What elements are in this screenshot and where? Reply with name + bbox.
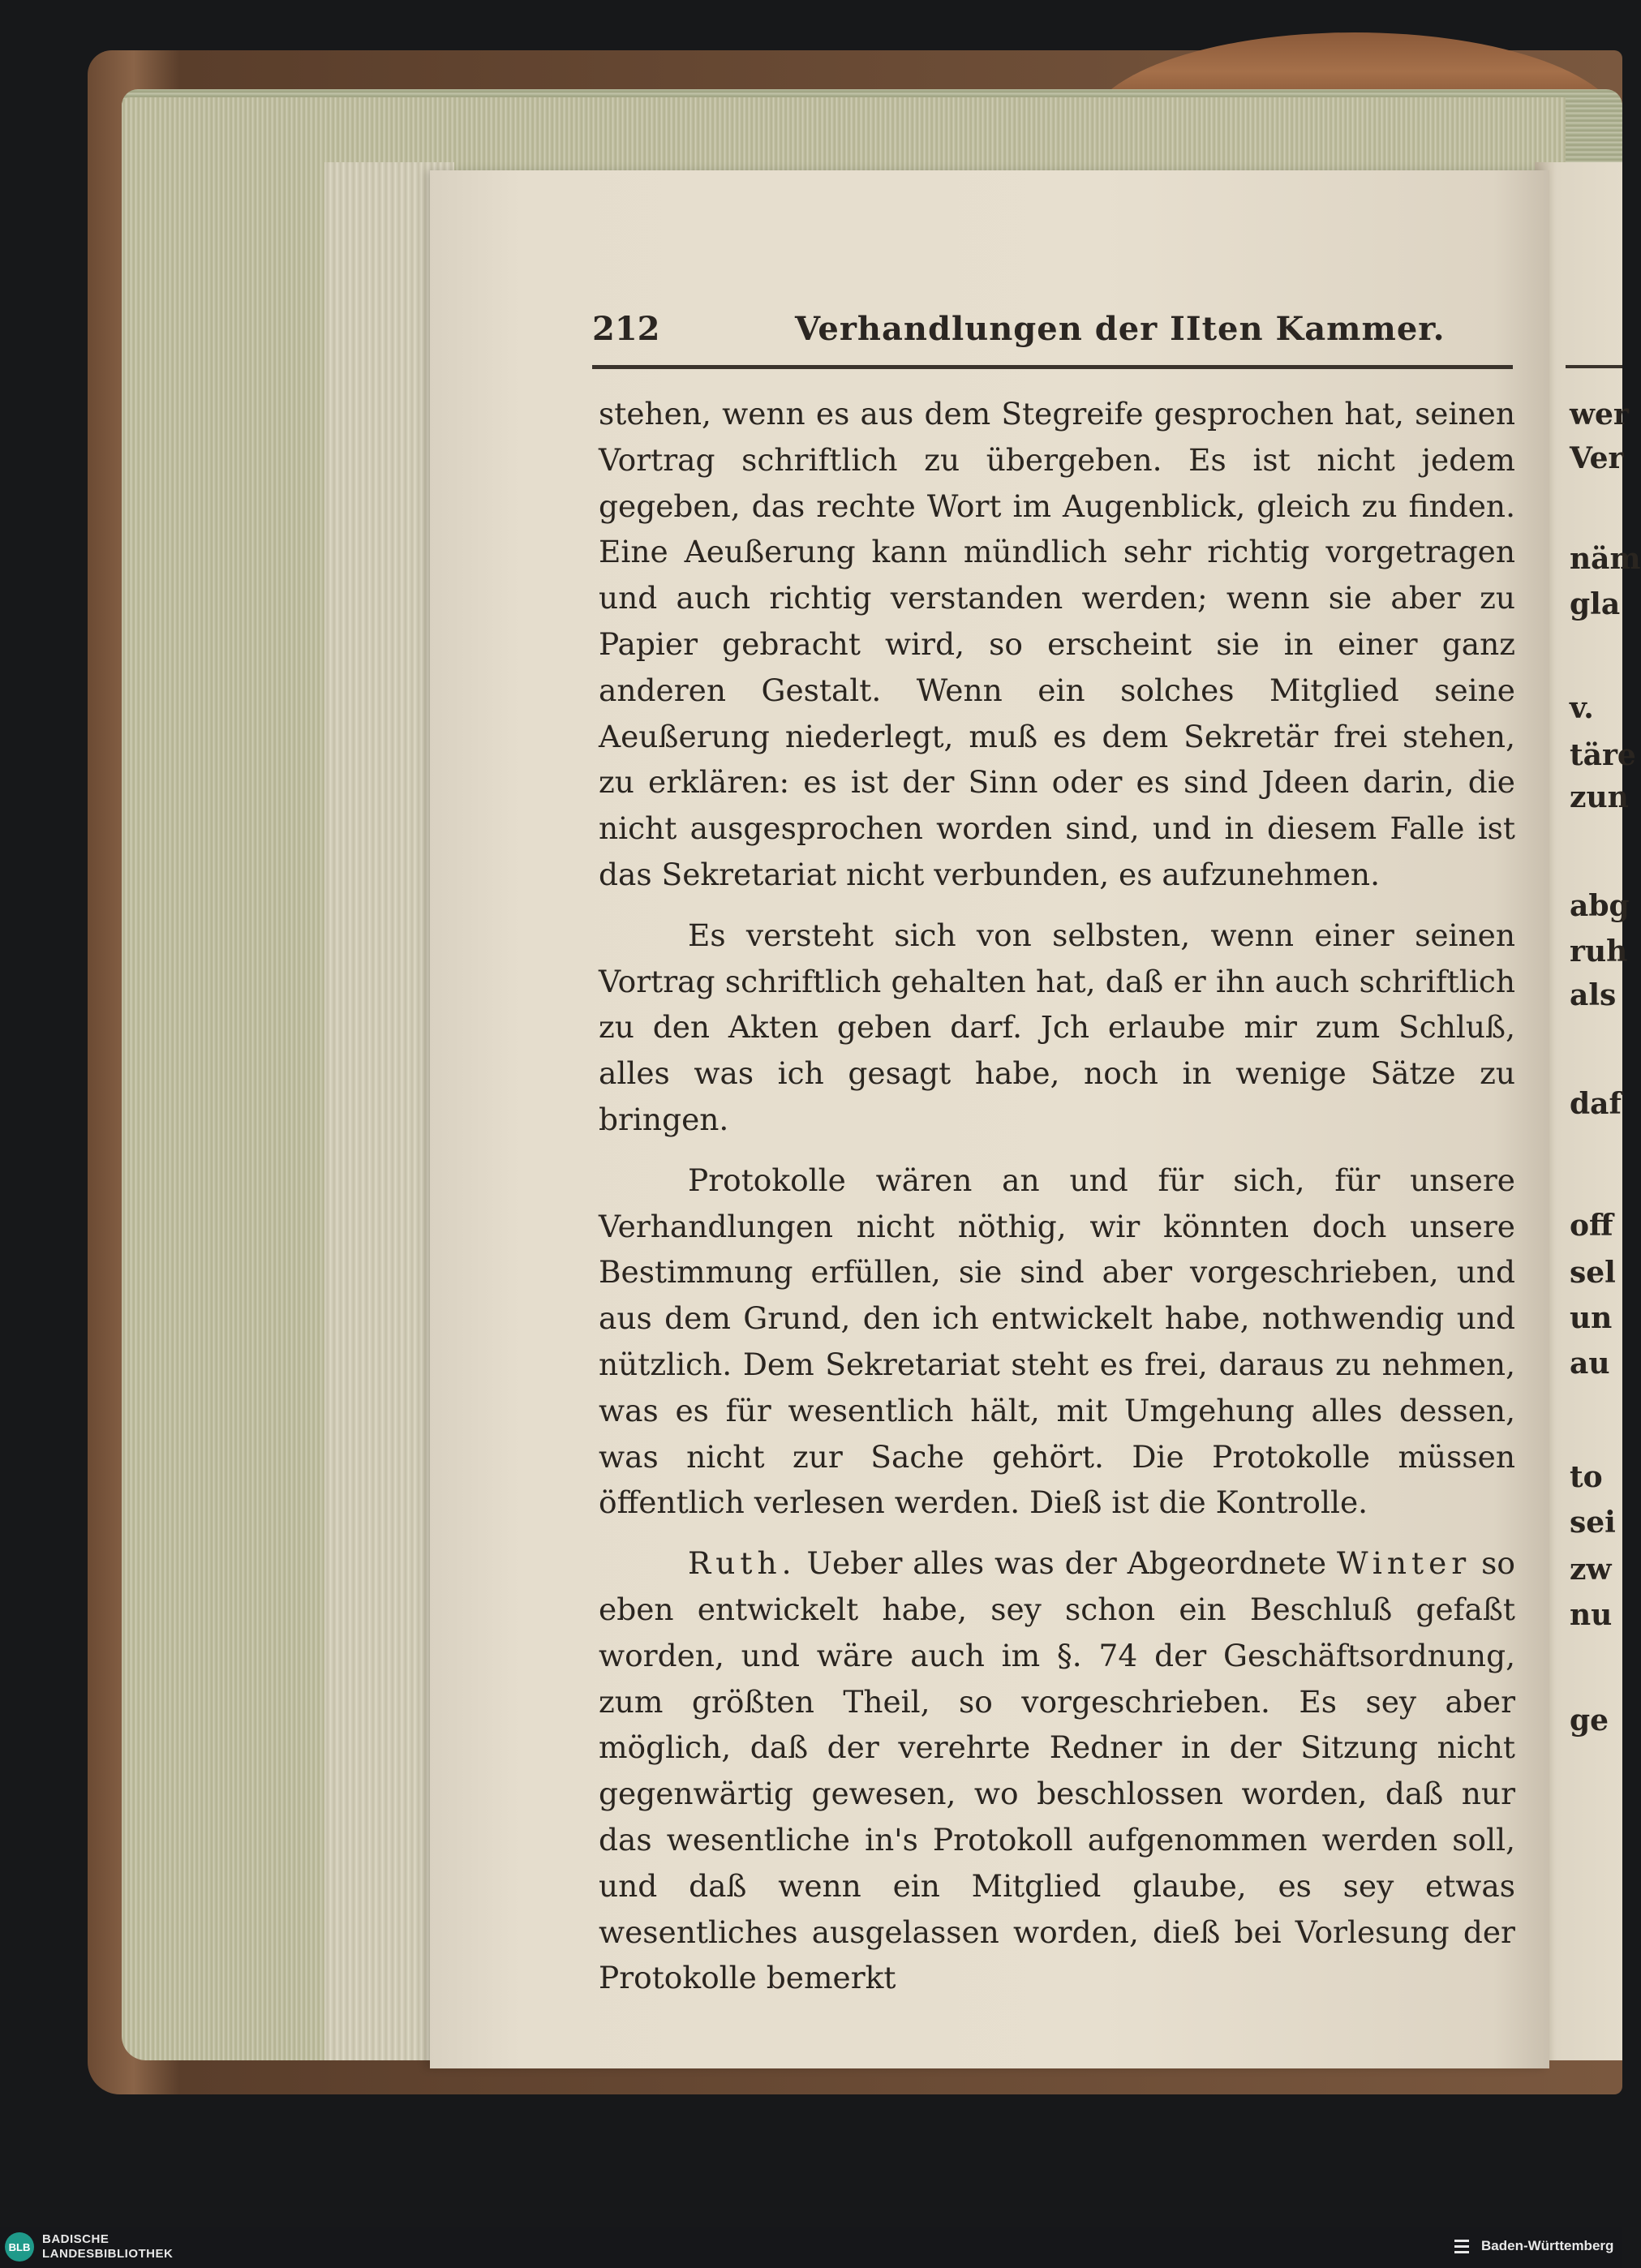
facing-fragment: wer (1570, 397, 1629, 432)
paragraph-3: Protokolle wären an und für sich, für unsere Verhandlungen nicht nöthig, wir könnten doch unsere Bestimmung erfüllen, sie sind aber vorgeschrieben, und aus dem Grund, den ich entwickelt habe, nothwendig und nützlich. Dem Sekretariat steht es frei, daraus zu nehmen, was es für wesentlich hält, mit Umgehung alles dessen, was nicht zur Sache gehört. Die Protokolle müssen öffentlich verlesen werden. Dieß ist die Kontrolle. (599, 1162, 1515, 1521)
paragraph-2: Es versteht sich von selbsten, wenn einer seinen Vortrag schriftlich gehalten hat, daß er ihn auch schriftlich zu den Akten geben darf. Jch erlaube mir zum Schluß, alles was ich gesagt habe, noch in wenige Sätze zu bringen. (599, 917, 1515, 1137)
baden-wuerttemberg-emblem-icon (1452, 2237, 1471, 2257)
referenced-name: Winter (1337, 1545, 1471, 1582)
paragraph-1: stehen, wenn es aus dem Stegreife gesprochen hat, seinen Vortrag schriftlich zu übergeben. Es ist nicht jedem gegeben, das rechte Wort im Augenblick, gleich zu finden. Eine Aeußerung kann mündlich sehr richtig vorgetragen und auch richtig verstanden werden; wenn sie aber zu Papier gebracht wird, so erscheint sie in einer ganz anderen Gestalt. Wenn ein solches Mitglied seine Aeußerung niederlegt, muß es dem Sekretär frei stehen, zu erklären: es ist der Sinn oder es sind Jdeen darin, die nicht ausgesprochen worden sind, und in diesem Falle ist das Sekretariat nicht verbunden, es aufzunehmen. (599, 396, 1515, 892)
library-name (42, 2232, 173, 2262)
facing-fragment: als (1570, 978, 1617, 1012)
page-body (599, 391, 1515, 2001)
facing-fragment: sei (1570, 1506, 1616, 1540)
speaker-name: Ruth. (688, 1545, 797, 1582)
facing-fragment: sel (1570, 1256, 1616, 1290)
facing-fragment: gla (1570, 587, 1621, 621)
facing-fragment: to (1570, 1460, 1603, 1494)
facing-fragment: nu (1570, 1598, 1613, 1632)
page-number: 212 (592, 310, 660, 348)
facing-fragment: näm (1570, 542, 1641, 576)
facing-fragment: zun (1570, 780, 1629, 814)
facing-fragment: ge (1570, 1703, 1609, 1738)
facing-page-rule (1566, 365, 1622, 368)
state-name: Baden-Württemberg (1481, 2238, 1614, 2253)
facing-fragment: abg (1570, 889, 1630, 923)
facing-fragment: au (1570, 1347, 1610, 1381)
page-header (592, 310, 1517, 359)
blb-logo-icon: BLB (5, 2232, 34, 2262)
facing-fragment: zw (1570, 1553, 1612, 1587)
footer-bar (0, 2227, 1622, 2268)
header-rule (592, 365, 1513, 369)
library-name-line1: BADISCHE (42, 2232, 110, 2246)
facing-fragment: un (1570, 1301, 1613, 1335)
paragraph-4-text-a: Ueber alles was der Abgeordnete (796, 1545, 1338, 1582)
paragraph-4 (599, 1540, 1515, 2001)
facing-fragment: off (1570, 1209, 1613, 1243)
facing-fragment: Ver (1570, 441, 1624, 475)
facing-fragment: täre (1570, 738, 1636, 772)
facing-fragment: ruh (1570, 934, 1628, 969)
running-head: Verhandlungen der IIten Kammer. (795, 310, 1446, 348)
facing-fragment: daf (1570, 1087, 1622, 1121)
paragraph-4-text-b: so eben entwickelt habe, sey schon ein Beschluß gefaßt worden, und wäre auch im §. 74 der Geschäftsordnung, zum größten Theil, so vorgeschrieben. Es sey aber möglich, daß der verehrte Redner in der Sitzung nicht gegenwärtig gewesen, wo beschlossen worden, daß nur das wesentliche in's Protokoll aufgenommen werden soll, und daß wenn ein Mitglied glaube, es sey etwas wesentliches ausgelassen worden, dieß bei Vorlesung der Protokolle bemerkt (599, 1545, 1515, 1996)
library-name-line2: LANDESBIBLIOTHEK (42, 2247, 174, 2261)
facing-fragment: v. (1570, 691, 1594, 725)
